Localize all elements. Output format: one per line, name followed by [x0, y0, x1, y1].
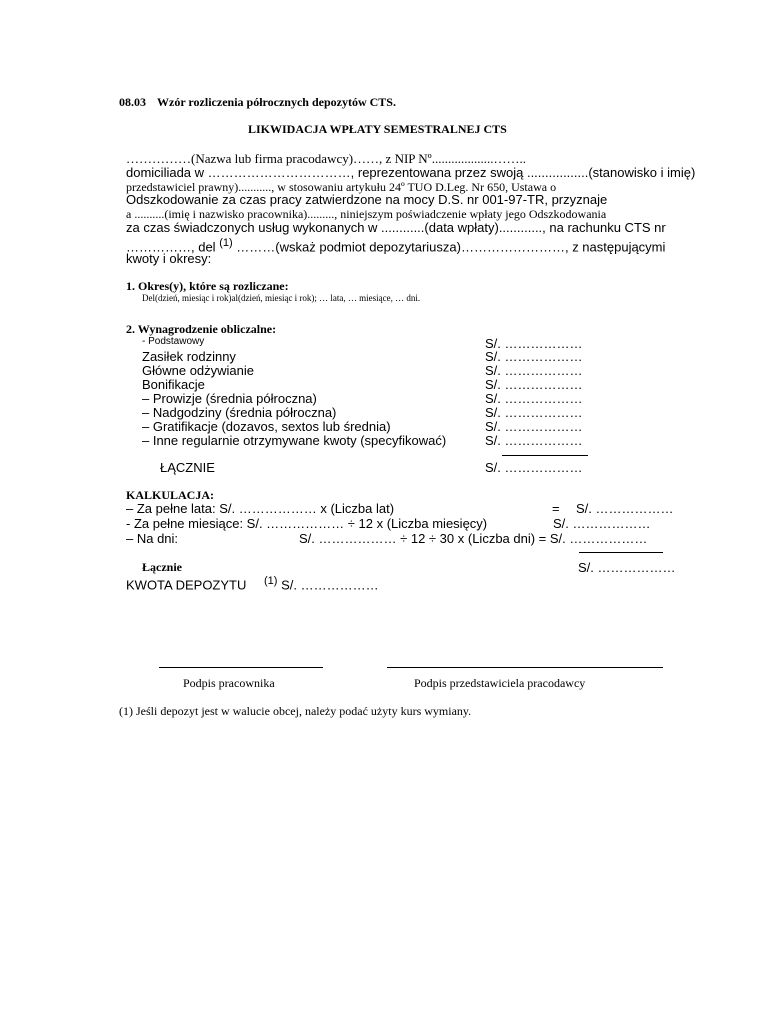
period-line: Del(dzień, miesiąc i rok)al(dzień, miesiąc i rok); … lata, … miesiące, … dni.	[142, 293, 421, 303]
item-amount: S/. ………………	[485, 363, 583, 378]
calc-total-rule	[579, 552, 663, 553]
item-amount: S/. ………………	[485, 433, 583, 448]
calc-years-amount: S/. ………………	[576, 501, 674, 516]
deposit-amount: S/. ………………	[281, 577, 379, 593]
deposit-amount-line	[126, 576, 379, 591]
deposit-label: KWOTA DEPOZYTU	[126, 577, 247, 593]
calc-title: KALKULACJA:	[126, 488, 215, 502]
employer-signature-label: Podpis przedstawiciela pracodawcy	[414, 676, 586, 690]
document-title: LIKWIDACJA WPŁATY SEMESTRALNEJ CTS	[248, 122, 507, 136]
item-amount: S/. ………………	[485, 349, 583, 364]
calc-months-amount: S/. ………………	[553, 516, 651, 531]
calc-equals: =	[552, 501, 560, 516]
section-code: 08.03	[119, 95, 146, 109]
intro-line-8: kwoty i okresy:	[126, 251, 212, 266]
section2-title: 2. Wynagrodzenie obliczalne:	[126, 322, 277, 336]
intro-line-6: za czas świadczonych usług wykonanych w ............(data wpłaty)............, na rachunku CTS nr	[126, 220, 666, 235]
subtotal-rule	[502, 455, 588, 456]
item-label: Zasiłek rodzinny	[142, 349, 236, 364]
item-label: Główne odżywianie	[142, 363, 255, 378]
intro-line-1: ……………(Nazwa lub firma pracodawcy)……, z NIP Nº...................……..	[126, 151, 526, 166]
doc-heading: Wzór rozliczenia półrocznych depozytów CTS.	[157, 95, 396, 109]
intro-line-4: Odszkodowanie za czas pracy zatwierdzone na mocy D.S. nr 001-97-TR, przyznaje	[126, 192, 608, 207]
item-amount: S/. ………………	[485, 419, 583, 434]
item-amount: S/. ………………	[485, 391, 583, 406]
item-label: – Inne regularnie otrzymywane kwoty (specyfikować)	[142, 433, 447, 448]
item-label: - Podstawowy	[142, 336, 205, 347]
calc-years-label: – Za pełne lata: S/. ……………… x (Liczba lat)	[126, 501, 395, 516]
intro-line-3: przedstawiciel prawny)..........., w stosowaniu artykułu 24º TUO D.Leg. Nr 650, Ustawa o	[126, 180, 557, 194]
employee-signature-line	[159, 667, 323, 668]
footnote-ref: (1)	[264, 575, 278, 587]
item-label: – Gratifikacje (dozavos, sextos lub średnia)	[142, 419, 391, 434]
calc-days-label: – Na dni:	[126, 531, 179, 546]
employer-signature-line	[387, 667, 663, 668]
item-amount: S/. ………………	[485, 405, 583, 420]
footnote-ref: (1)	[219, 237, 233, 249]
item-label: Bonifikacje	[142, 377, 205, 392]
item-amount: S/. ………………	[485, 336, 583, 351]
item-label: – Prowizje (średnia półroczna)	[142, 391, 317, 406]
calc-total-label: Łącznie	[142, 560, 182, 574]
footnote: (1) Jeśli depozyt jest w walucie obcej, należy podać użyty kurs wymiany.	[119, 704, 472, 718]
intro-line-7-end: ………(wskaż podmiot depozytariusza)……………………, z następującymi	[236, 239, 666, 255]
intro-line-5: a ..........(imię i nazwisko pracownika)........., niniejszym poświadczenie wpłaty jego Odszkodowania	[126, 207, 607, 221]
employee-signature-label: Podpis pracownika	[183, 676, 275, 690]
intro-line-7-start: ……………, del	[126, 239, 216, 255]
item-amount: S/. ………………	[485, 377, 583, 392]
total-amount: S/. ………………	[485, 460, 583, 475]
item-label: – Nadgodziny (średnia półroczna)	[142, 405, 337, 420]
calc-months-label: - Za pełne miesiące: S/. ……………… ÷ 12 x (Liczba miesięcy)	[126, 516, 488, 531]
section1-title: 1. Okres(y), które są rozliczane:	[126, 279, 289, 293]
calc-days-formula: S/. ……………… ÷ 12 ÷ 30 x (Liczba dni) = S/. ………………	[299, 531, 648, 546]
calc-total-amount: S/. ………………	[578, 560, 676, 575]
total-label: ŁĄCZNIE	[160, 460, 215, 475]
intro-line-2: domiciliada w ……………………………, reprezentowana przez swoją .................(stanowisko i imię)	[126, 165, 696, 180]
